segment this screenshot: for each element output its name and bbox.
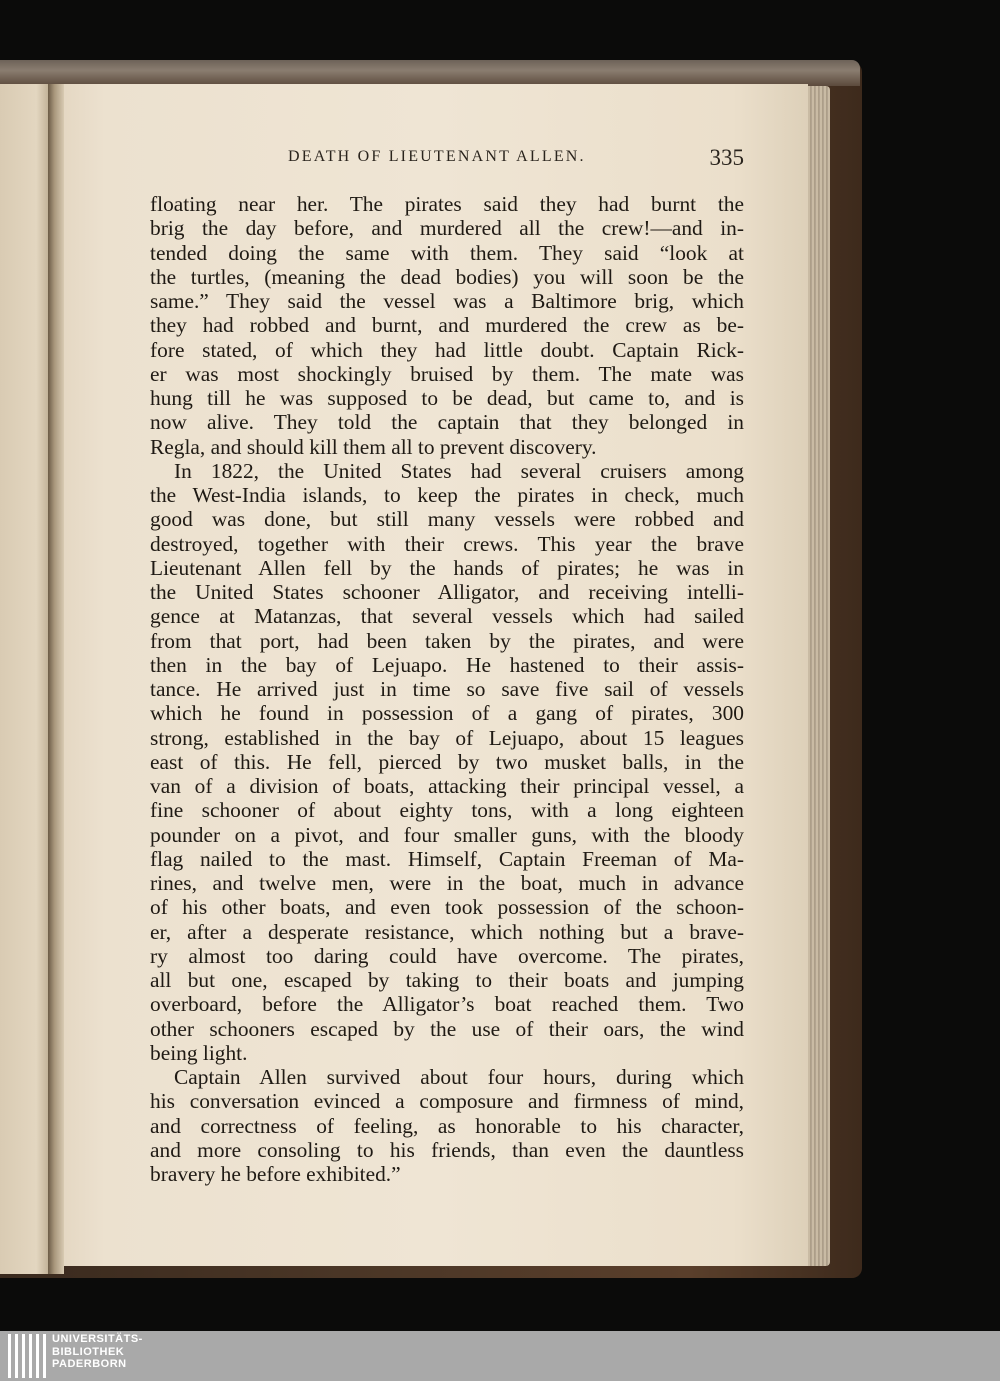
body-text [150,192,744,1186]
library-logo-icon [8,1334,48,1378]
text-line: now alive. They told the captain that they belonged in [150,410,744,435]
text-line: flag nailed to the mast. Himself, Captain Freeman of Ma- [150,846,744,871]
library-logo-text [52,1333,143,1371]
text-line: and correctness of feeling, as honorable to his character, [150,1113,744,1138]
running-head: DEATH OF LIEUTENANT ALLEN. [288,148,586,165]
text-line: the United States schooner Alligator, and receiving intelli- [150,580,744,604]
text-line: same.” They said the vessel was a Baltimore brig, which [150,289,744,313]
text-line: gence at Matanzas, that several vessels which had sailed [150,604,744,629]
text-line: Regla, and should kill them all to prevent discovery. [150,434,597,459]
text-line: good was done, but still many vessels were robbed and [150,507,744,532]
text-line: floating near her. The pirates said they had burnt the [150,192,744,216]
text-line: the turtles, (meaning the dead bodies) you will soon be the [150,264,744,289]
text-line: Captain Allen survived about four hours, during which [174,1065,744,1089]
text-line: overboard, before the Alligator’s boat reached them. Two [150,992,744,1017]
text-line: rines, and twelve men, were in the boat, much in advance [150,871,744,895]
text-line: fine schooner of about eighty tons, with a long eighteen [150,798,744,823]
text-line: Lieutenant Allen fell by the hands of pirates; he was in [150,555,744,580]
page-number: 335 [709,145,744,170]
text-line: tance. He arrived just in time so save five sail of vessels [150,677,744,701]
text-line: hung till he was supposed to be dead, but came to, and is [150,386,744,410]
text-line: and more consoling to his friends, than even the dauntless [150,1137,744,1162]
text-line: In 1822, the United States had several cruisers among [174,458,744,483]
page-header [60,145,744,178]
library-footer [0,1331,1000,1381]
text-line: brig the day before, and murdered all the crew!—and in- [150,216,744,241]
logo-line: UNIVERSITÄTS- [52,1333,143,1345]
text-line: strong, established in the bay of Lejuapo, about 15 leagues [150,725,744,750]
text-line: tended doing the same with them. They said “look at [150,240,744,265]
text-line: then in the bay of Lejuapo. He hastened to their assis- [150,652,744,677]
text-line: bravery he before exhibited.” [150,1162,401,1186]
book-gutter [48,84,64,1274]
logo-line: PADERBORN [52,1358,127,1370]
text-line: er was most shockingly bruised by them. The mate was [150,361,744,386]
left-page-edge [0,84,52,1274]
text-line: his conversation evinced a composure and firmness of mind, [150,1089,744,1114]
text-line: they had robbed and burnt, and murdered the crew as be- [150,313,744,338]
text-line: from that port, had been taken by the pirates, and were [150,628,744,653]
text-line: other schooners escaped by the use of their oars, the wind [150,1016,744,1041]
text-line: which he found in possession of a gang of pirates, 300 [150,701,744,726]
text-line: er, after a desperate resistance, which nothing but a brave- [150,919,744,944]
text-line: destroyed, together with their crews. This year the brave [150,531,744,556]
text-line: fore stated, of which they had little doubt. Captain Rick- [150,337,744,362]
text-line: van of a division of boats, attacking their principal vessel, a [150,774,744,798]
text-line: the West-India islands, to keep the pirates in check, much [150,483,744,507]
book-top-edge [0,60,860,86]
text-line: ry almost too daring could have overcome. The pirates, [150,943,744,968]
logo-line: BIBLIOTHEK [52,1345,125,1358]
text-line: all but one, escaped by taking to their boats and jumping [150,968,744,992]
text-line: pounder on a pivot, and four smaller guns, with the bloody [150,822,744,847]
text-line: east of this. He fell, pierced by two musket balls, in the [150,749,744,774]
text-line: being light. [150,1040,248,1065]
text-line: of his other boats, and even took possession of the schoon- [150,895,744,920]
